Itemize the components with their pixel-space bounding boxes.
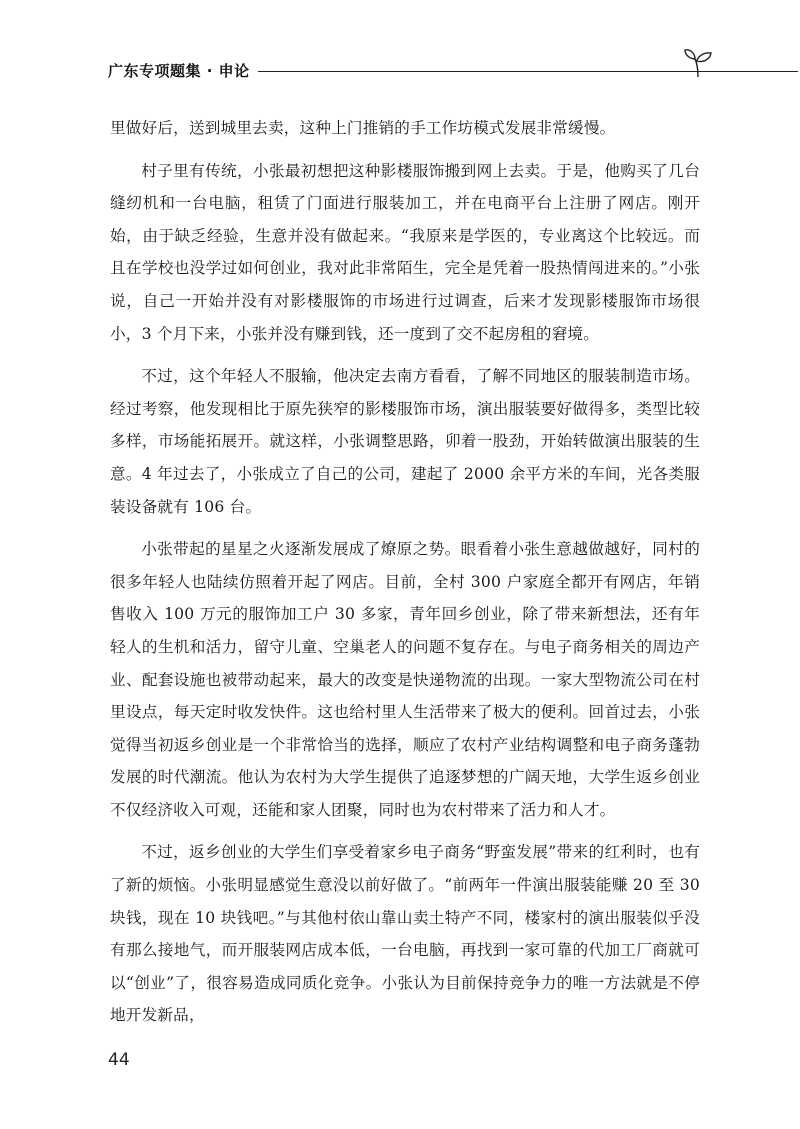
paragraph: 里做好后，送到城里去卖，这种上门推销的手工作坊模式发展非常缓慢。: [110, 119, 616, 137]
article-body: [110, 112, 700, 1042]
paragraph: 村子里有传统，小张最初想把这种影楼服饰搬到网上去卖。于是，他购买了几台缝纫机和一台电脑，租赁了门面进行服装加工，并在电商平台上注册了网店。刚开始，由于缺乏经验，生意并没有做起来。“我原来是学医的，专业离这个比较远。而且在学校也没学过如何创业，我对此非常陌生，完全是凭着一股热情闯进来的。”小张说，自己一开始并没有对影楼服饰的市场进行过调查，后来才发现影楼服饰市场很小，3 个月下来，小张并没有赚到钱，还一度到了交不起房租的窘境。: [110, 161, 700, 343]
running-header: [108, 58, 718, 88]
page-number: 44: [108, 1050, 130, 1070]
header-rule: [258, 71, 798, 72]
paragraph: 不过，这个年轻人不服输，他决定去南方看看，了解不同地区的服装制造市场。经过考察，他发现相比于原先狭窄的影楼服饰市场，演出服装要好做得多，类型比较多样，市场能拓展开。就这样，小张调整思路，卯着一股劲，开始转做演出服装的生意。4 年过去了，小张成立了自己的公司，建起了 2000 余平方米的车间，光各类服装设备就有 106 台。: [110, 367, 700, 516]
sprout-icon: [682, 45, 714, 79]
running-header-title: 广东专项题集 · 申论: [108, 62, 250, 80]
paragraph: 不过，返乡创业的大学生们享受着家乡电子商务“野蛮发展”带来的红利时，也有了新的烦恼。小张明显感觉生意没以前好做了。“前两年一件演出服装能赚 20 至 30 块钱，现在 10 块钱吧。”与其他村依山靠山卖土特产不同，楼家村的演出服装似乎没有那么接地气，而开服装网店成本低，一台电脑，再找到一家可靠的代加工厂商就可以“创业”了，很容易造成同质化竞争。小张认为目前保持竞争力的唯一方法就是不停地开发新品，: [110, 843, 700, 1025]
paragraph: 小张带起的星星之火逐渐发展成了燎原之势。眼看着小张生意越做越好，同村的很多年轻人也陆续仿照着开起了网店。目前，全村 300 户家庭全都开有网店，年销售收入 100 万元的服饰加工户 30 多家，青年回乡创业，除了带来新想法，还有年轻人的生机和活力，留守儿童、空巢老人的问题不复存在。与电子商务相关的周边产业、配套设施也被带动起来，最大的改变是快递物流的出现。一家大型物流公司在村里设点，每天定时收发快件。这也给村里人生活带来了极大的便利。回首过去，小张觉得当初返乡创业是一个非常恰当的选择，顺应了农村产业结构调整和电子商务蓬勃发展的时代潮流。他认为农村为大学生提供了追逐梦想的广阔天地，大学生返乡创业不仅经济收入可观，还能和家人团聚，同时也为农村带来了活力和人才。: [110, 540, 700, 819]
